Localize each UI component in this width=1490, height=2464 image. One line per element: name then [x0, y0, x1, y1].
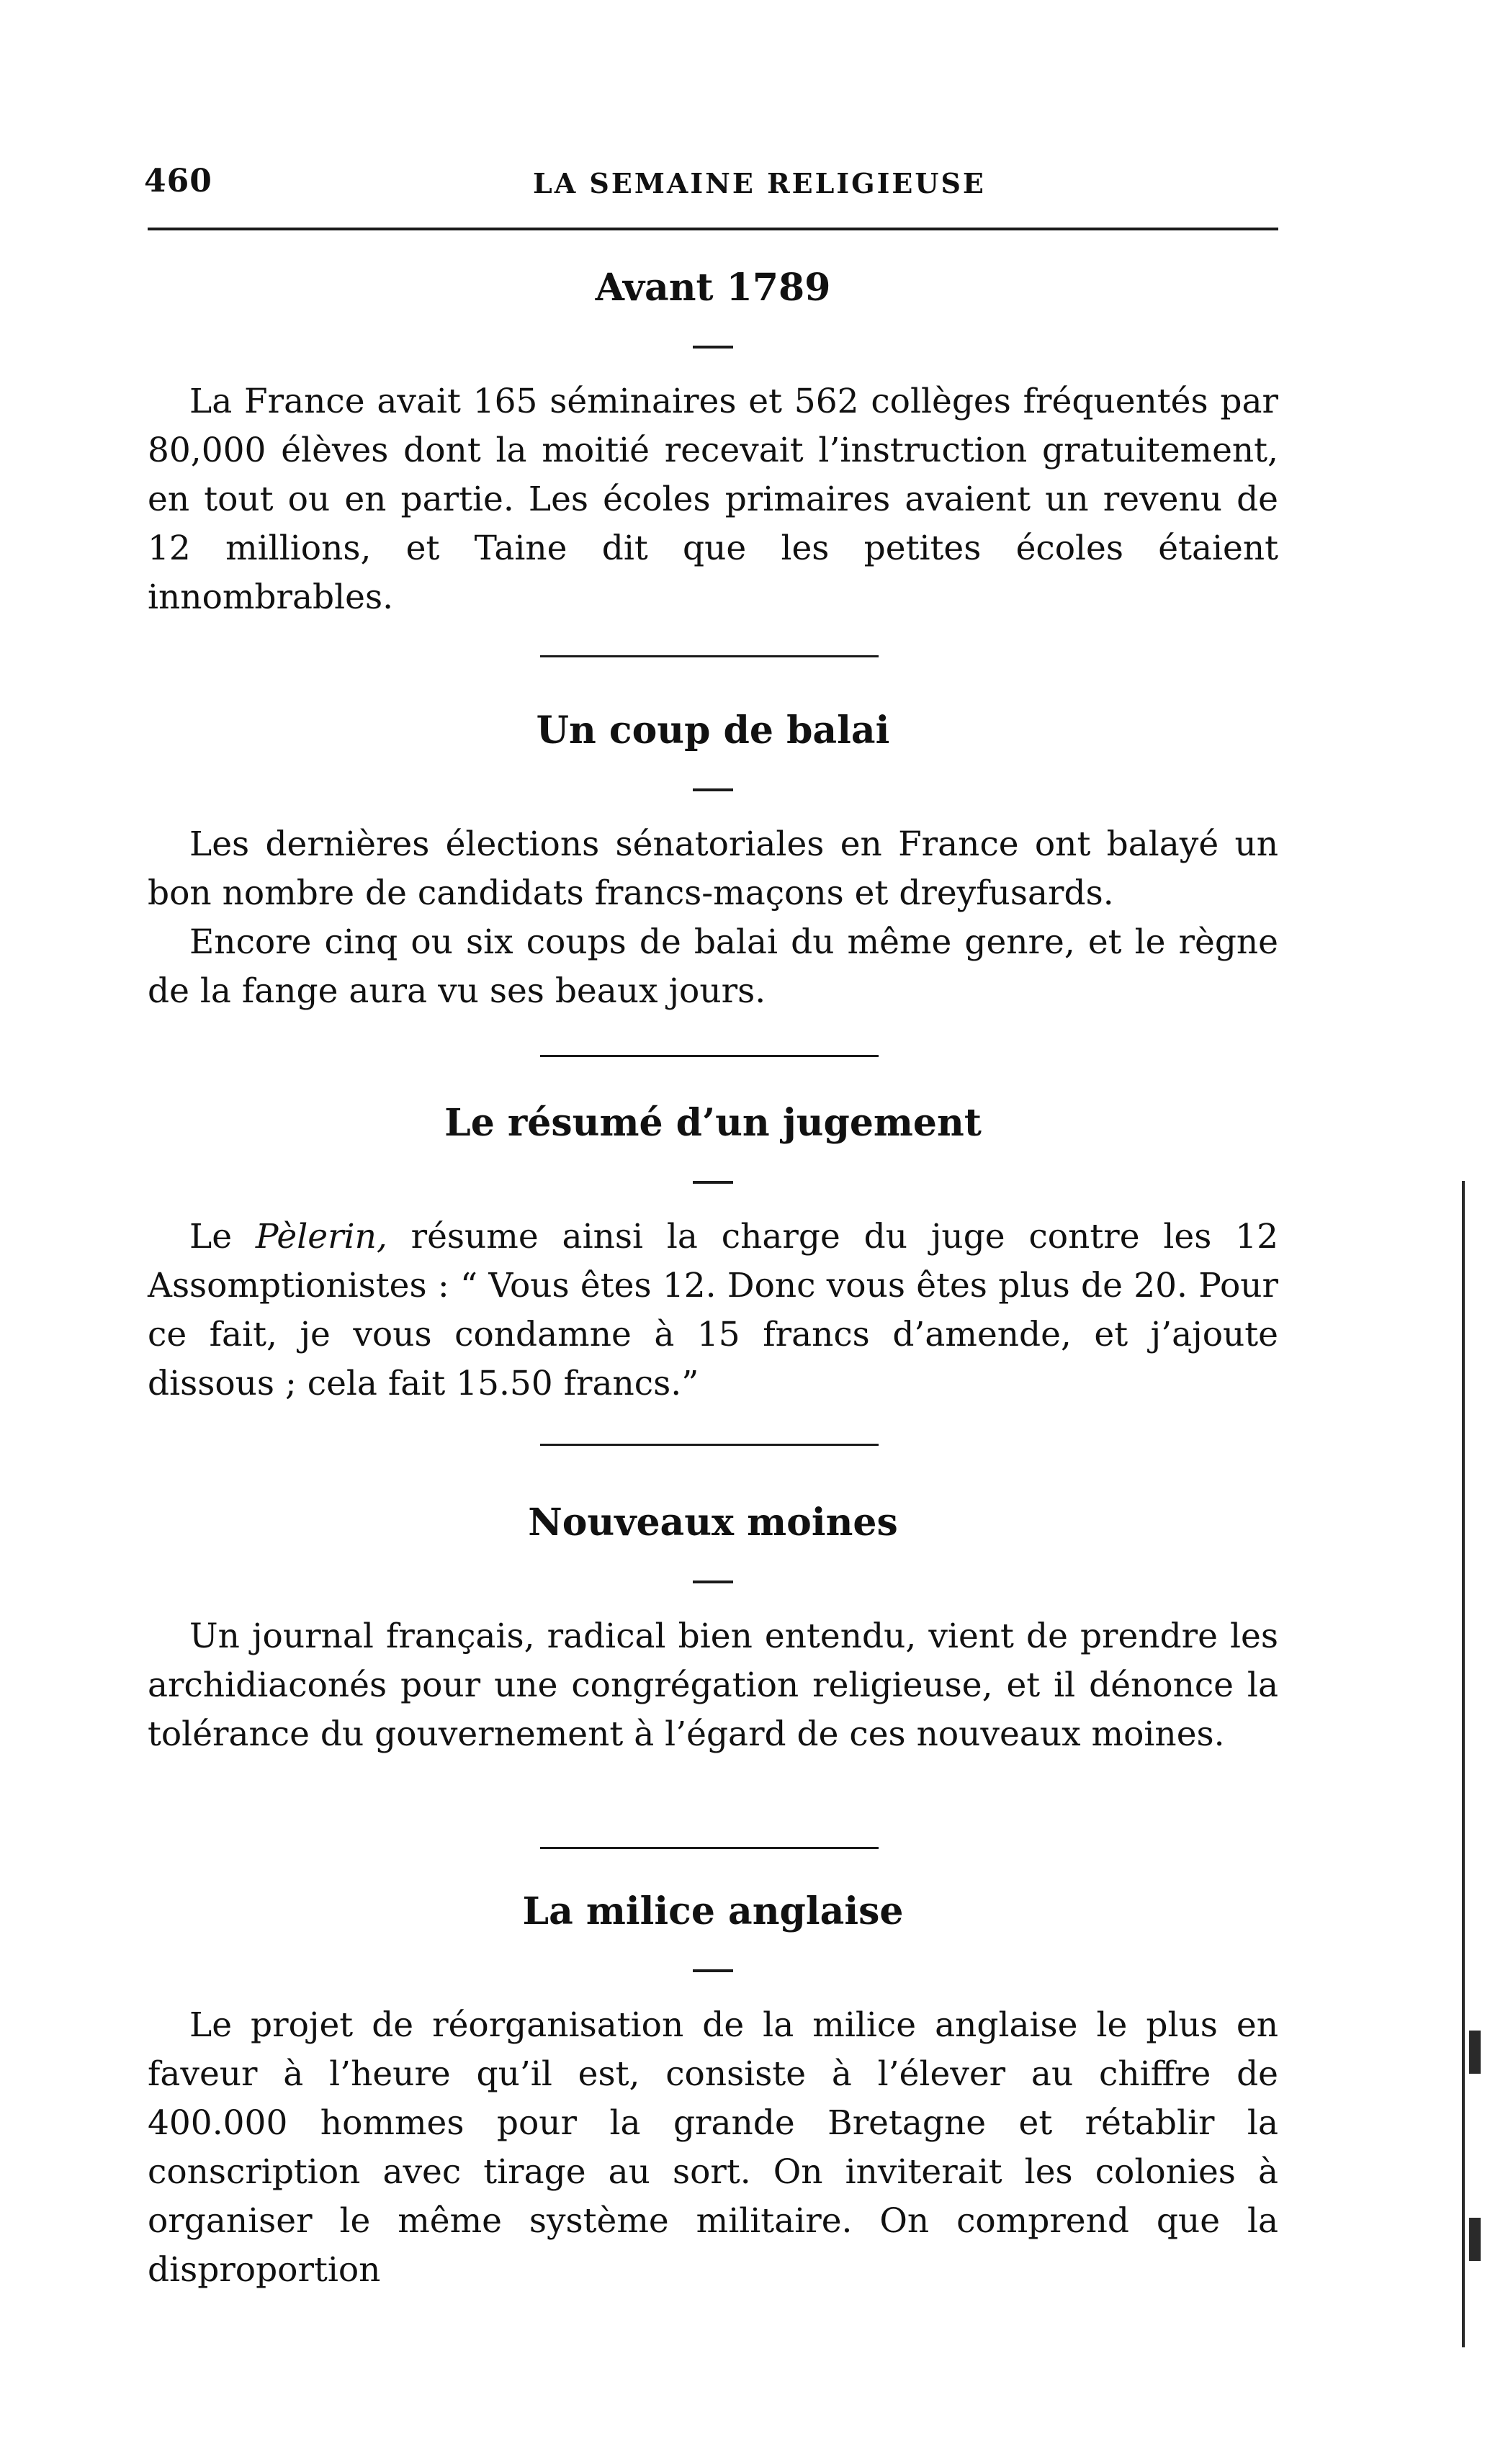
title-dash: [693, 1181, 733, 1184]
section-title: Le résumé d’un jugement: [444, 1101, 982, 1145]
title-dash: [693, 1581, 733, 1583]
page-number: 460: [144, 163, 212, 199]
section-separator: [540, 1847, 879, 1849]
paragraph: La France avait 165 séminaires et 562 collèges fréquentés par 80,000 élèves dont la moitié recevait l’instruction gratuitement, en tout ou en partie. Les écoles primaires avaient un revenu de 12 millions, et Taine dit que les petites écoles étaient innombrables.: [148, 382, 1278, 617]
paragraph: Les dernières élections sénatoriales en France ont balayé un bon nombre de candidats francs-maçons et dreyfusards.: [148, 824, 1278, 913]
journal-title: LA SEMAINE RELIGIEUSE: [533, 167, 986, 199]
section-separator: [540, 1055, 879, 1057]
section-title: La milice anglaise: [522, 1889, 904, 1933]
section-separator: [540, 655, 879, 657]
section-title: Un coup de balai: [536, 709, 890, 752]
paragraph: Encore cinq ou six coups de balai du même genre, et le règne de la fange aura vu ses beaux jours.: [148, 922, 1278, 1011]
paragraph: Le projet de réorganisation de la milice anglaise le plus en faveur à l’heure qu’il est, consiste à l’élever au chiffre de 400.000 hommes pour la grande Bretagne et rétablir la conscription avec tirage au sort. On inviterait les colonies à organiser le même système militaire. On comprend que la disproportion: [148, 2005, 1278, 2290]
title-dash: [693, 788, 733, 791]
scan-edge-mark: [1469, 2031, 1481, 2074]
paragraph: [148, 1213, 1278, 1408]
scan-edge-mark: [1469, 2218, 1481, 2261]
title-dash: [693, 1969, 733, 1972]
paragraph-lead: Le: [189, 1217, 256, 1256]
paragraph-rest: résume ainsi la charge du juge contre les 12 Assomptionistes : “ Vous êtes 12. Donc vous êtes plus de 20. Pour ce fait, je vous condamne à 15 francs d’amende, et j’ajoute dissous ; cela fait 15.50 francs.”: [148, 1217, 1279, 1403]
article-nouveaux-moines: [148, 1494, 1278, 1759]
italic-title: Pèlerin,: [255, 1217, 387, 1256]
section-title: Avant 1789: [595, 266, 831, 310]
paragraph: Un journal français, radical bien entendu, vient de prendre les archidiaconés pour une congrégation religieuse, et il dénonce la tolérance du gouvernement à l’égard de ces nouveaux moines.: [148, 1617, 1278, 1754]
title-dash: [693, 346, 733, 349]
article-milice-anglaise: [148, 1883, 1278, 2295]
scan-edge-mark: [1462, 1181, 1465, 2347]
running-head: [144, 163, 1282, 206]
article-coup-de-balai: [148, 702, 1278, 1016]
header-rule: [148, 228, 1278, 230]
article-resume-jugement: [148, 1094, 1278, 1408]
section-separator: [540, 1444, 879, 1446]
section-title: Nouveaux moines: [528, 1501, 898, 1545]
article-avant-1789: [148, 259, 1278, 622]
